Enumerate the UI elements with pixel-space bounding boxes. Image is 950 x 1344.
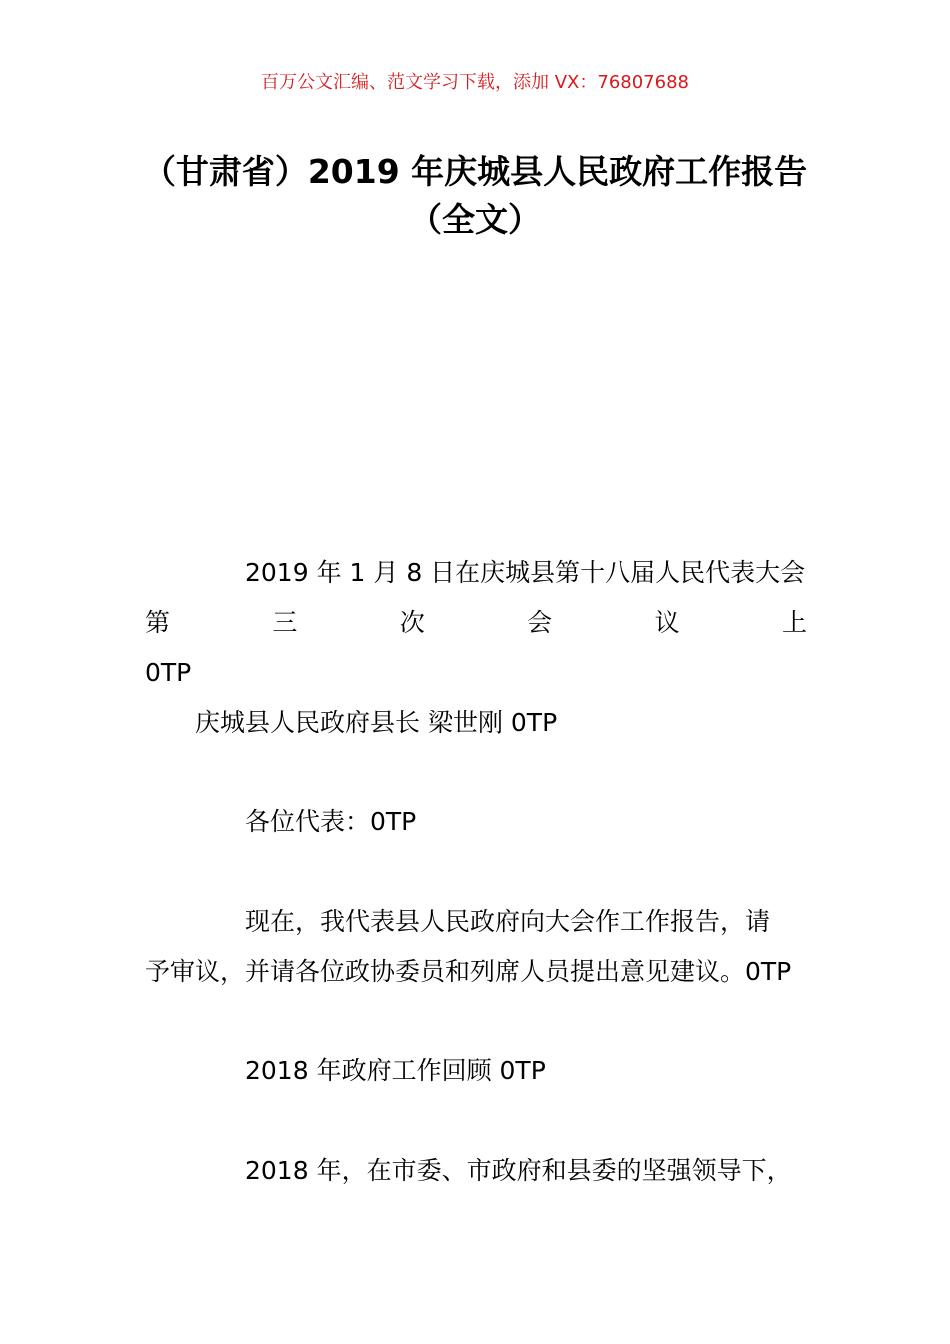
meeting-info-paragraph bbox=[145, 548, 807, 698]
header-note: 百万公文汇编、范文学习下载，添加 VX：76807688 bbox=[261, 72, 689, 93]
meeting-char: 议 bbox=[654, 608, 680, 637]
meeting-info-line-3: 0TP bbox=[145, 658, 192, 687]
review-line-1: 2018 年，在市委、市政府和县委的坚强领导下， bbox=[245, 1156, 792, 1185]
section-heading: 2018 年政府工作回顾 0TP bbox=[245, 1056, 546, 1085]
document-title: （甘肃省）2019 年庆城县人民政府工作报告（全文） bbox=[142, 152, 808, 239]
intro-line-1: 现在，我代表县人民政府向大会作工作报告，请 bbox=[245, 907, 771, 936]
speaker-signature: 庆城县人民政府县长 梁世刚 0TP bbox=[195, 708, 558, 737]
section-heading-paragraph bbox=[145, 1046, 807, 1096]
meeting-char: 会 bbox=[527, 608, 553, 637]
meeting-info-line-2 bbox=[145, 598, 807, 648]
intro-line-2: 予审议，并请各位政协委员和列席人员提出意见建议。0TP bbox=[145, 957, 792, 986]
meeting-char: 第 bbox=[145, 608, 171, 637]
meeting-info-line-1: 2019 年 1 月 8 日在庆城县第十八届人民代表大会 bbox=[245, 558, 806, 587]
salutation-line: 各位代表：0TP bbox=[245, 807, 417, 836]
meeting-char: 上 bbox=[781, 608, 807, 637]
salutation-paragraph bbox=[145, 797, 807, 847]
meeting-char: 三 bbox=[272, 608, 298, 637]
intro-paragraph bbox=[145, 897, 807, 997]
review-paragraph bbox=[145, 1146, 807, 1196]
meeting-char: 次 bbox=[399, 608, 425, 637]
